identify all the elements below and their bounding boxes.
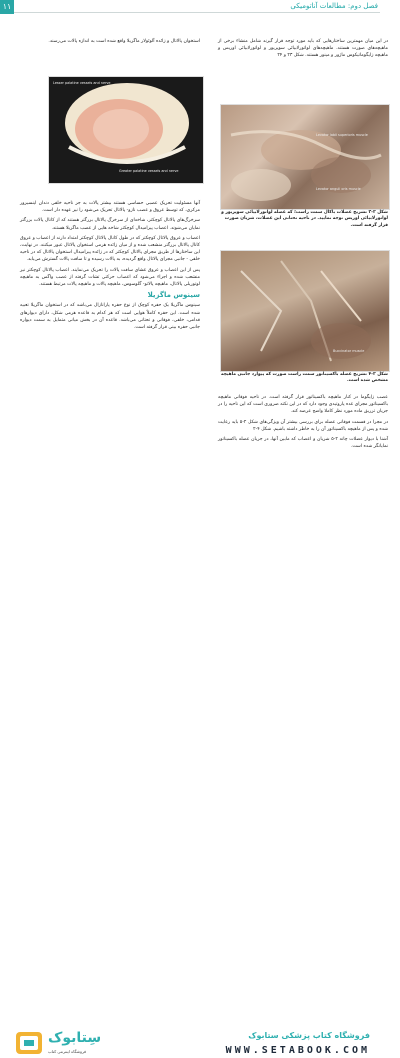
figure-caption: شکل ۲-۳ تشریح عضلات باکال سمت راست؛ که عضله لواتورلابیائی سوپریور و لواتورلابیائی اوریس توجه نمایید. در ناحیه تحتانی این عضلات، شریان صورت قرار گرفته است.	[221, 210, 388, 228]
figure-caption: شکل ۲-۴ تشریح عضله باکسیناتور سمت راست صورت که پیوارد جانبی ماهیچه مشخص شده است.	[220, 372, 388, 384]
footer-banner	[0, 512, 400, 1056]
paragraph: آنها مسئولیت تحریک عصبی حساسی هستند بیشتر پالات به جز ناحیه خلفی دندان اینسیزور مرکزی، که توسط عروق و عصب نازو- پالاتال تحریک می‌شود را نیز عهده دار است.	[20, 201, 200, 214]
page-header	[0, 0, 400, 14]
paragraph: آشنا با دیوار عضلات چانه ۲-۵ شریان و اعصاب که مابین آنها، در جریان عضله باکسیناتور نمایانگر شده است.	[218, 437, 388, 450]
dissection-photo	[221, 251, 389, 371]
figure-label: Levator labii superioris muscle	[316, 133, 368, 137]
paragraph: در مجرا در قسمت فوقانی عضله برای بررسی بیشتر آن ویژگی‌های شکل ۲-۵ باید رعایت شده و پس از ماهیچه باکسیناتور آن را به خاطر داشته باشیم. شکل ۴-۲	[218, 419, 388, 432]
right-column-body	[218, 394, 388, 453]
paragraph: استخوان پالاتال و زائده آلوئولار ماگزیلا واقع شده است به اندازه پالات می‌رسند.	[48, 39, 200, 44]
figure-buccal-dissection	[220, 104, 390, 210]
store-name: فروشگاه کتاب پزشکی ستابوک	[248, 1031, 370, 1040]
figure-buccinator-dissection	[220, 250, 390, 372]
left-column-intro	[20, 38, 200, 48]
chapter-title: فصل دوم: مطالعات آناتومیکی	[290, 2, 378, 10]
setabook-logo-icon	[14, 1026, 44, 1058]
figure-palate	[48, 76, 204, 184]
paragraph: سینوس ماگزیلا یک حفره کوچک از نوع حفره پارانازال می‌باشد که در استخوان ماگزیلا تعبیه شده است. این حفره کاملاً هوایی است که هر کدام به قاعده هرمی شکل، دارای دیوارهای قدامی، خلفی، فوقانی و تحتانی می‌باشد. قاعده آن در بخش میانی متمایل به سمت دیواره جانبی حفره بینی قرار گرفته است.	[20, 303, 200, 331]
dissection-photo	[221, 105, 389, 209]
figure-label: Buccinator muscle	[333, 349, 365, 353]
header-divider	[14, 12, 380, 13]
right-column-intro	[218, 38, 388, 63]
left-column-body	[20, 200, 200, 334]
figure-label: Lesser palatine vessels and nerve	[53, 81, 111, 85]
store-url-link[interactable]: WWW.SETABOOK.COM	[225, 1045, 370, 1056]
paragraph: پس از این اعصاب و عروق غشای سافت پالات را تحریک می‌نمایند. اعصاب پالاتال کوچکتر نیز منشعب شده و اجزاء می‌شود که اعصاب حرکتی تشات گرفته از عصب واگس به ماهیچه لوتوریلی پالاتال، ماهیچه پالاتو- گلوسوس، ماهیچه پالات و ماهیچه پالات مرتبط هستند.	[20, 267, 200, 288]
logo-subtitle: فروشگاه اینترنتی کتاب	[48, 1049, 87, 1054]
figure-label: Levator anguli oris muscle	[316, 187, 361, 191]
palate-photo	[49, 77, 203, 183]
logo-text: سِتابوک	[48, 1030, 102, 1046]
paragraph: اعصاب و عروق پالاتال کوچکتر که در طول کانال پالاتال کوچکتر امتداد دارند از اعصاب و عروق کانال پالاتال بزرگتر منشعب شده و از میان زائده هرمی استخوان پالاتال عبور میکنند. در نهایت، این ساختارها از طریق مجرای پالاتال کوچکتر که در زائده پیرامیدال استخوان پالاتال که در ناحیه خلفی - جانبی مجرای پالاتال واقع گردیده، به پالات رسیده و تا سافت پالات گسترش می‌یابد.	[20, 235, 200, 263]
paragraph: عصب زایگوما در کنار ماهیچه باکسیناتور قرار گرفته است. در ناحیه فوقانی ماهیچه باکسیناتور مجرای غده پاروتیدی وجود دارد که در این نکته ضروری است که این ناحیه را در جریان تزریق ماده مورد نظر کاملا واضح عرضه کند.	[218, 395, 388, 415]
section-heading: سینوس ماگزیلا	[147, 291, 200, 300]
figure-label: Greater palatine vessels and nerve	[119, 169, 179, 173]
paragraph: در این میان مهمترین ساختارهایی که باید مورد توجه قرار گیرند شامل منشاء برخی از ماهیچه‌های صورت هستند. ماهیچه‌های لواتورلابیائی سوپریور و لواتورلابیائی اوریس و ماهیچه زایگوماتیکوس ماژور و مینور هستند. شکل ۲۳ و ۲۴	[218, 39, 388, 59]
paragraph: سرخرگ‌های پالاتال کوچکتر، شاخه‌ای از سرخرگ پالاتال بزرگتر هستند که از کانال پالات بزرگتر نمایان می‌شوند. اعصاب پیرامیدال کوچکتر شاخه هایی از عصب ماگزیلا هستند.	[20, 218, 200, 231]
page-number: ۱۱	[0, 0, 14, 14]
